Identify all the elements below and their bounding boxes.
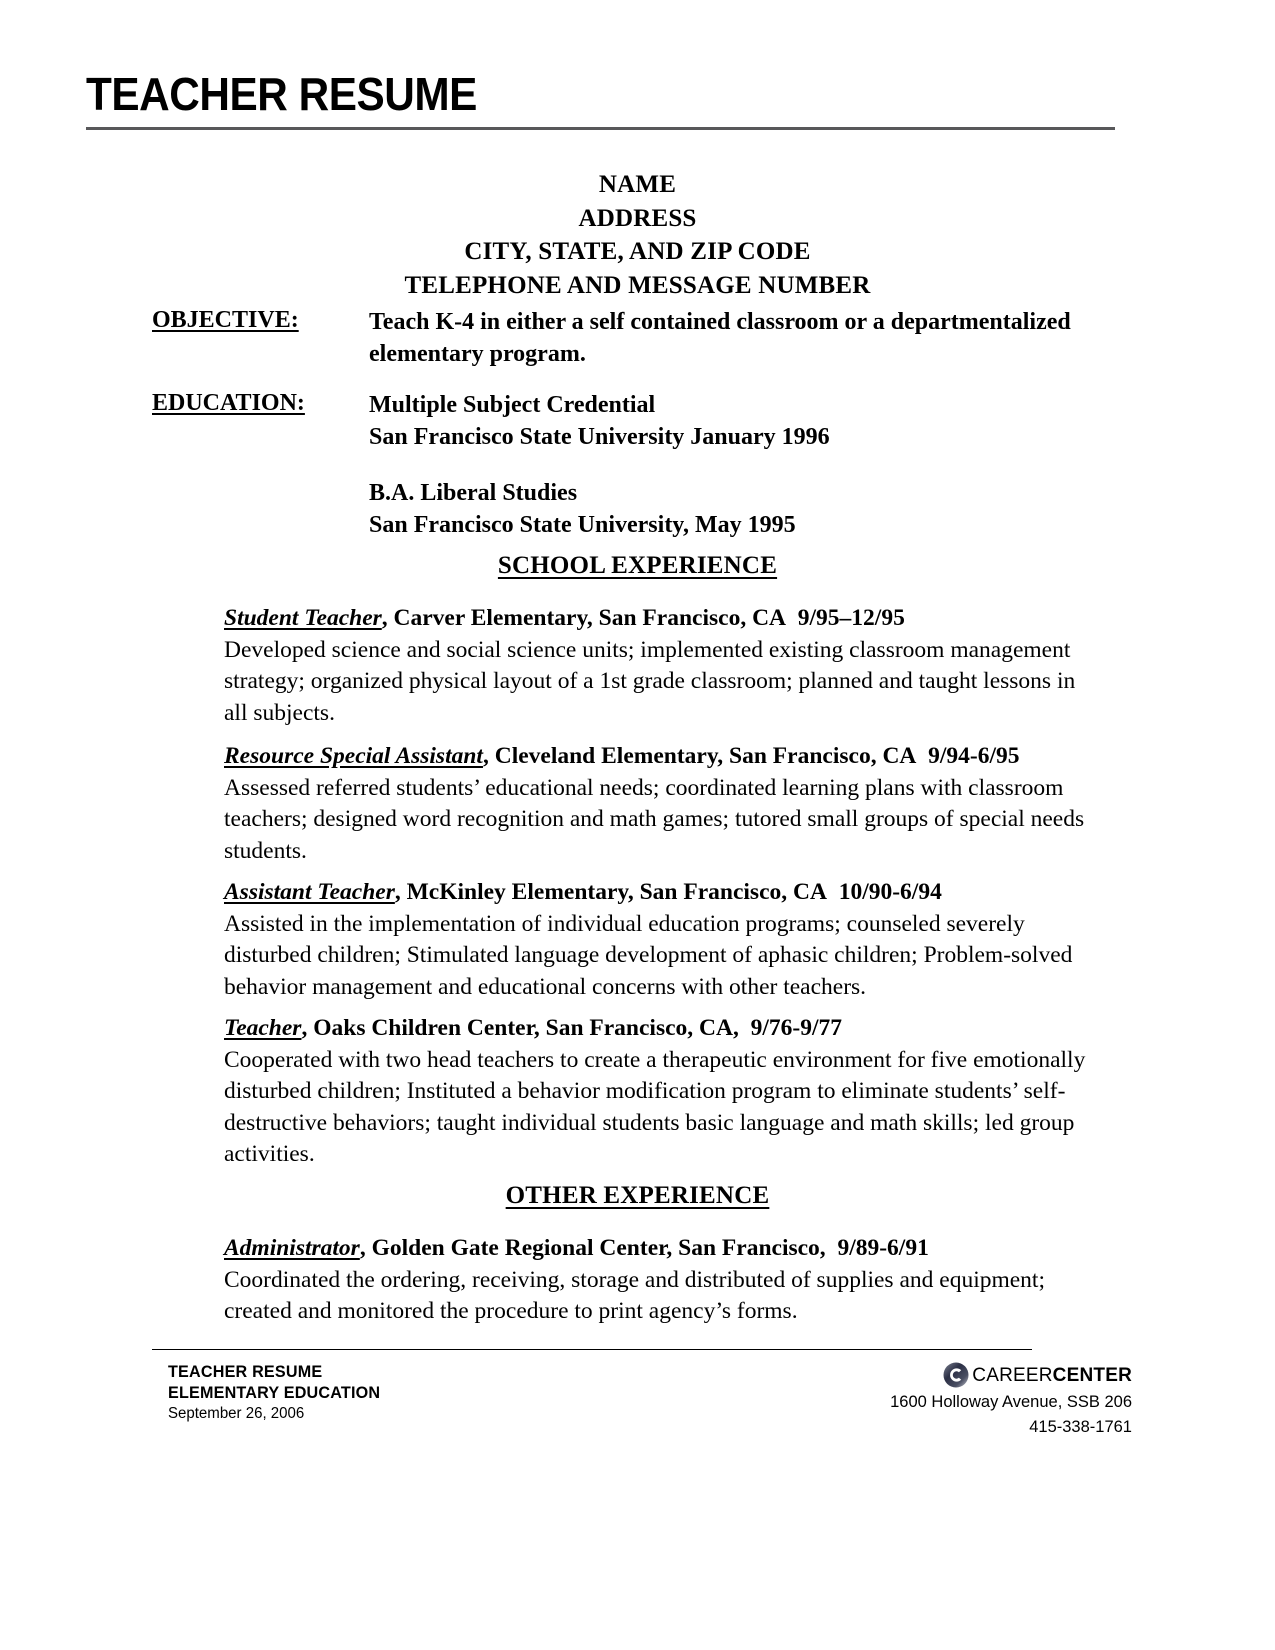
footer-doc-name: TEACHER RESUME <box>168 1362 323 1381</box>
contact-line-telephone: TELEPHONE AND MESSAGE NUMBER <box>404 271 871 299</box>
entry-role: Administrator <box>224 1235 360 1261</box>
contact-line-city-state-zip: CITY, STATE, AND ZIP CODE <box>464 238 811 265</box>
experience-entry <box>224 1013 1104 1171</box>
experience-entry <box>224 1233 1104 1328</box>
contact-line-address: ADDRESS <box>578 204 697 232</box>
objective-label: OBJECTIVE: <box>152 307 299 333</box>
education-degree-2: B.A. Liberal Studies <box>369 480 578 507</box>
education-school-1: San Francisco State University January 1996 <box>369 423 830 450</box>
entry-role: Student Teacher <box>224 605 382 631</box>
footer-divider <box>152 1349 1032 1350</box>
footer-doc-category: ELEMENTARY EDUCATION <box>168 1382 381 1402</box>
experience-entry <box>224 603 1104 729</box>
experience-entry <box>224 741 1104 867</box>
entry-header <box>224 741 1104 772</box>
careercenter-address: 1600 Holloway Avenue, SSB 206 <box>890 1393 1132 1411</box>
title-divider <box>86 127 1115 130</box>
contact-line-name: NAME <box>598 171 677 198</box>
entry-organization: , Oaks Children Center, San Francisco, CA, <box>301 1015 739 1041</box>
education-entries <box>369 390 1129 542</box>
logo-word-center: CENTER <box>1052 1364 1132 1386</box>
footer-left-block <box>168 1362 391 1424</box>
careercenter-wordmark <box>972 1366 1132 1385</box>
entry-organization: , Golden Gate Regional Center, San Francisco, <box>359 1235 826 1261</box>
entry-dates: 9/89-6/91 <box>837 1235 929 1261</box>
entry-dates: 9/95–12/95 <box>797 605 905 631</box>
entry-header <box>224 1233 1104 1264</box>
careercenter-logo <box>890 1362 1132 1388</box>
entry-description: Coordinated the ordering, receiving, storage and distributed of supplies and equipment; created and monitored the procedure to print agency’s forms. <box>224 1266 1045 1325</box>
careercenter-phone: 415-338-1761 <box>1029 1418 1132 1437</box>
entry-role: Assistant Teacher <box>224 879 395 905</box>
entry-description: Assessed referred students’ educational needs; coordinated learning plans with classroom teachers; designed word recognition and math games; tutored small groups of special needs students. <box>224 774 1085 864</box>
entry-role: Teacher <box>224 1015 302 1041</box>
education-spacer <box>369 453 1129 478</box>
entry-dates: 10/90-6/94 <box>838 879 942 905</box>
education-section <box>152 390 1132 542</box>
entry-organization: , Carver Elementary, San Francisco, CA <box>381 605 787 631</box>
entry-header <box>224 1013 1104 1044</box>
education-label: EDUCATION: <box>152 390 305 416</box>
entry-description: Cooperated with two head teachers to create a therapeutic environment for five emotionally disturbed children; Instituted a behavior modification program to eliminate students’ self-destructive behaviors; taught individual students basic language and math skills; led group activities. <box>224 1046 1086 1168</box>
education-degree-1: Multiple Subject Credential <box>369 392 656 418</box>
contact-header <box>0 168 1275 302</box>
entry-header <box>224 603 1104 634</box>
entry-dates: 9/76-9/77 <box>750 1015 842 1041</box>
objective-section <box>152 307 1132 370</box>
careercenter-c-icon <box>943 1362 969 1388</box>
entry-description: Assisted in the implementation of individual education programs; counseled severely disturbed children; Stimulated language development of aphasic children; Problem-solved behavior management and educational concerns with other teachers. <box>224 910 1073 1000</box>
objective-text: Teach K-4 in either a self contained classroom or a departmentalized elementary program. <box>369 309 1071 367</box>
other-experience-heading: OTHER EXPERIENCE <box>505 1182 770 1209</box>
entry-organization: , Cleveland Elementary, San Francisco, CA <box>482 743 917 769</box>
footer-date: September 26, 2006 <box>168 1405 305 1423</box>
entry-header <box>224 877 1104 908</box>
entry-dates: 9/94-6/95 <box>928 743 1020 769</box>
footer-right-block <box>890 1362 1132 1438</box>
experience-entry <box>224 877 1104 1003</box>
logo-word-career: CAREER <box>972 1364 1053 1386</box>
entry-role: Resource Special Assistant <box>224 743 483 769</box>
school-experience-heading: SCHOOL EXPERIENCE <box>497 552 778 579</box>
entry-organization: , McKinley Elementary, San Francisco, CA <box>394 879 827 905</box>
education-school-2: San Francisco State University, May 1995 <box>369 512 796 539</box>
entry-description: Developed science and social science units; implemented existing classroom management strategy; organized physical layout of a 1st grade classroom; planned and taught lessons in all subjects. <box>224 636 1076 726</box>
page-title: TEACHER RESUME <box>86 68 477 120</box>
